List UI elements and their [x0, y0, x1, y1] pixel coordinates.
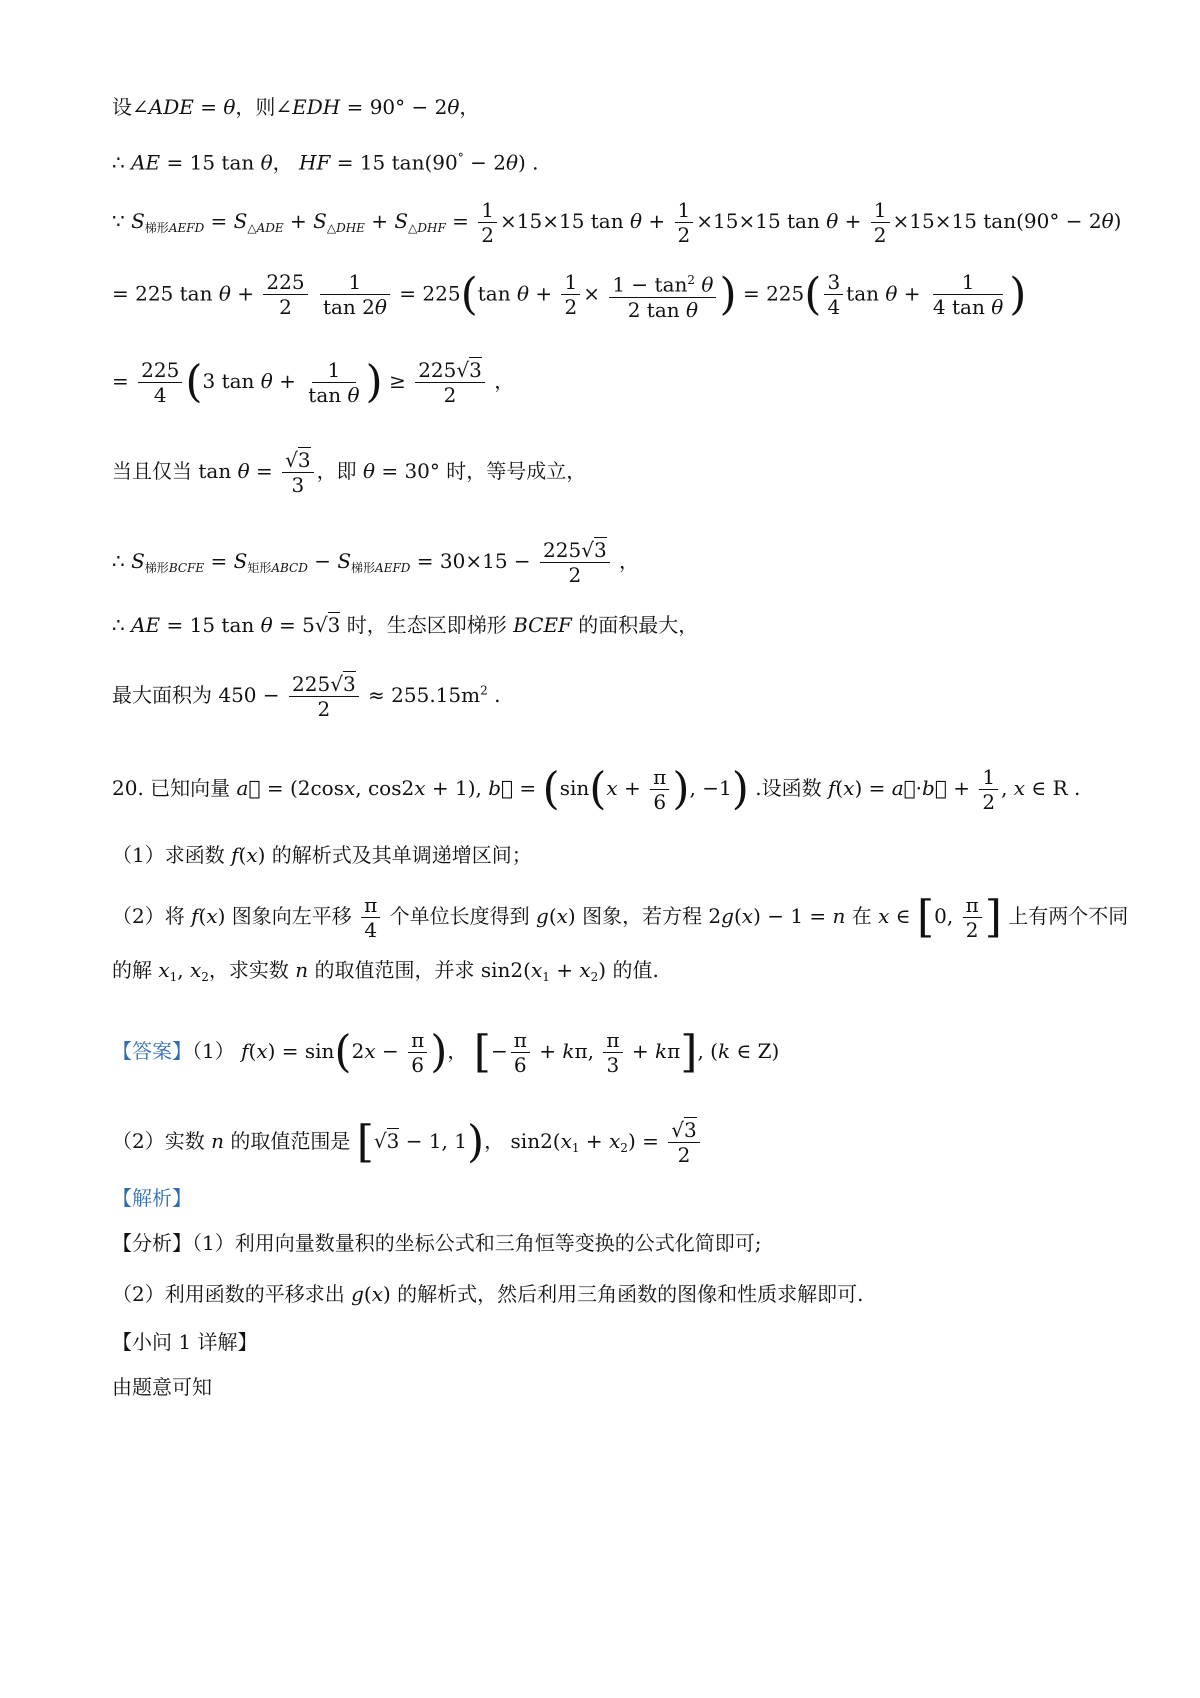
answer-part1: 【答案】（1） f(x) = sin(2x − $\frac{\pi}{6}$ )， [− $\frac{\pi}{6}$ + kπ, $\frac{\pi}{3}$ + kπ], (k ∈ Z) [112, 1026, 780, 1078]
line-area-sum: ∵ $S_{梯形AEFD} = S_{\triangle ADE} + S_{\triangle DHE} + S_{\triangle DHF}$ = $\frac{1}{2}$ ×15×15 tan θ + $\frac{1}{2}$ ×15×15 tan θ + $\frac{1}{2}$ ×15×15 tan(90° − 2θ) [112, 198, 1122, 247]
line-equality-condition: 当且仅当 tan θ = $\frac{√3}{3}$ ，即 θ = 30° 时，等号成立， [112, 448, 587, 497]
line-simplify: = 225 tan θ + $\frac{225}{2}$ $\frac{1}{\tan 2\theta}$ = 225(tan θ + $\frac{1}{2}$ × $\frac{1 - \tan^2 \theta}{\text{2 tan θ}}$ ) = 225( $\frac{3}{4}$ tan θ + $\frac{1}{\text{4 tan θ}}$ ) [112, 268, 1027, 322]
problem-20-part2: （2）将 f(x) 图象向左平移 $\frac{\pi}{4}$ 个单位长度得到 g(x) 图象，若方程 2g(x) − 1 = n 在 x ∈ [0, $\frac{\pi}{2}$ ] 上有两个不同 [112, 891, 1129, 943]
line-ae-hf: ∴ AE = 15 tan θ， HF = 15 tan(90° − 2θ) . [112, 150, 539, 175]
analysis-part2: （2）利用函数的平移求出 g(x) 的解析式，然后利用三角函数的图像和性质求解即可. [112, 1282, 864, 1306]
subquestion-1-heading: 【小问 1 详解】 [112, 1330, 258, 1354]
line-inequality: = $\frac{225}{4}$ (3 tan θ + $\frac{1}{\text{tan θ}}$ ) ≥ $\frac{225√3}{2}$ ， [112, 356, 515, 408]
analysis-part1: 【分析】（1）利用向量数量积的坐标公式和三角恒等变换的公式化简即可; [112, 1231, 762, 1255]
line-max-condition: ∴ AE = 15 tan θ = 5√3 时，生态区即梯形 BCEF 的面积最大， [112, 613, 699, 637]
problem-20-part2-cont: 的解 $x_1$, $x_2$，求实数 n 的取值范围，并求 $\sin 2(x_1 + x_2)$ 的值. [112, 958, 659, 984]
line-bcfe-area: ∴ $S_{梯形BCFE} = S_{矩形ABCD} - S_{梯形AEFD} = 30\times 15$ − $\frac{225√3}{2}$ ， [112, 538, 640, 587]
line-max-area: 最大面积为 450 − $\frac{225√3}{2}$ ≈ $255.15m^2$ . [112, 672, 501, 721]
line-angle-setup [112, 92, 479, 122]
analysis-heading: 【解析】 [112, 1186, 192, 1210]
closing-line: 由题意可知 [112, 1375, 212, 1399]
problem-20-statement: 20. 已知向量 a⃗ = (2cosx, cos2x + 1), b⃗ = (sin(x + $\frac{\pi}{6}$ ), −1) .设函数 f(x) = a⃗·b⃗ + $\frac{1}{2}$ , x ∈ R . [112, 763, 1081, 815]
problem-20-part1: （1）求函数 f(x) 的解析式及其单调递增区间； [112, 843, 532, 867]
answer-tag: 【答案】 [112, 1039, 192, 1063]
line-angle-setup-text: 设∠ADE = θ，则∠EDH = 90° − 2θ， [112, 95, 480, 119]
answer-part2: （2）实数 n 的取值范围是 [√3 − 1, 1)， $\sin 2(x_1 + x_2)$ = $\frac{√3}{2}$ [112, 1118, 703, 1167]
